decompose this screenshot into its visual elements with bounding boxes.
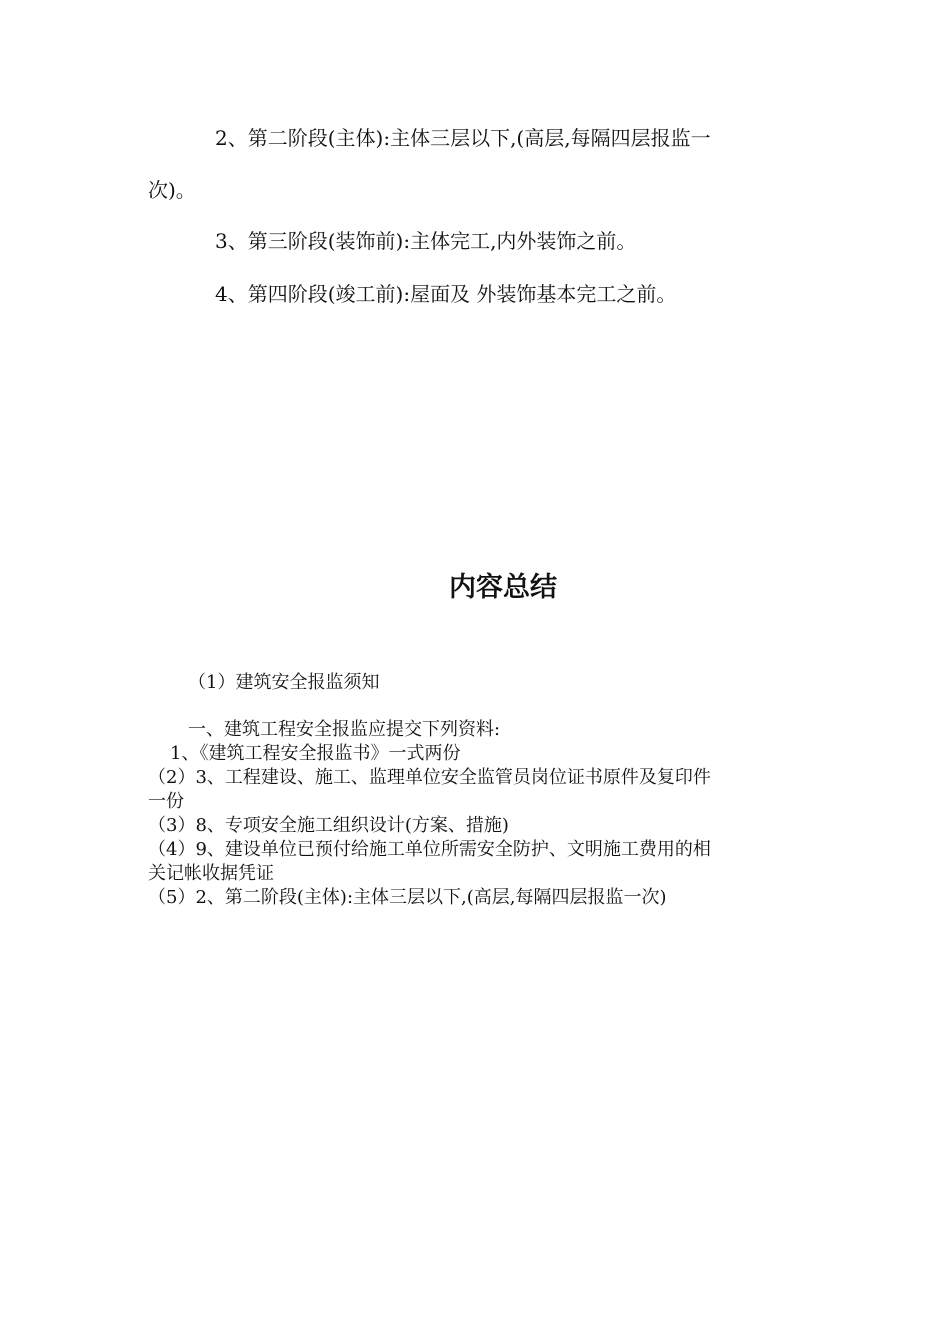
summary-line: （4）9、建设单位已预付给施工单位所需安全防护、文明施工费用的相 [148,839,711,860]
summary-line: （5）2、第二阶段(主体):主体三层以下,(高层,每隔四层报监一次) [148,887,667,908]
paragraph-stage-two: 2、第二阶段(主体):主体三层以下,(高层,每隔四层报监一 [215,126,711,150]
paragraph-stage-three: 3、第三阶段(装饰前):主体完工,内外装饰之前。 [215,229,637,253]
paragraph-stage-two-continuation: 次)。 [148,178,196,202]
summary-line: 一、建筑工程安全报监应提交下列资料: [188,719,501,740]
summary-line: 一份 [148,791,184,812]
summary-line: 1、《建筑工程安全报监书》一式两份 [170,743,461,764]
summary-line: （2）3、工程建设、施工、监理单位安全监管员岗位证书原件及复印件 [148,767,711,788]
summary-line: 关记帐收据凭证 [148,863,274,884]
summary-line: （3）8、专项安全施工组织设计(方案、措施) [148,815,509,836]
summary-title: 内容总结 [449,572,557,603]
summary-heading: （1）建筑安全报监须知 [188,672,380,693]
paragraph-stage-four: 4、第四阶段(竣工前):屋面及 外装饰基本完工之前。 [215,282,677,306]
